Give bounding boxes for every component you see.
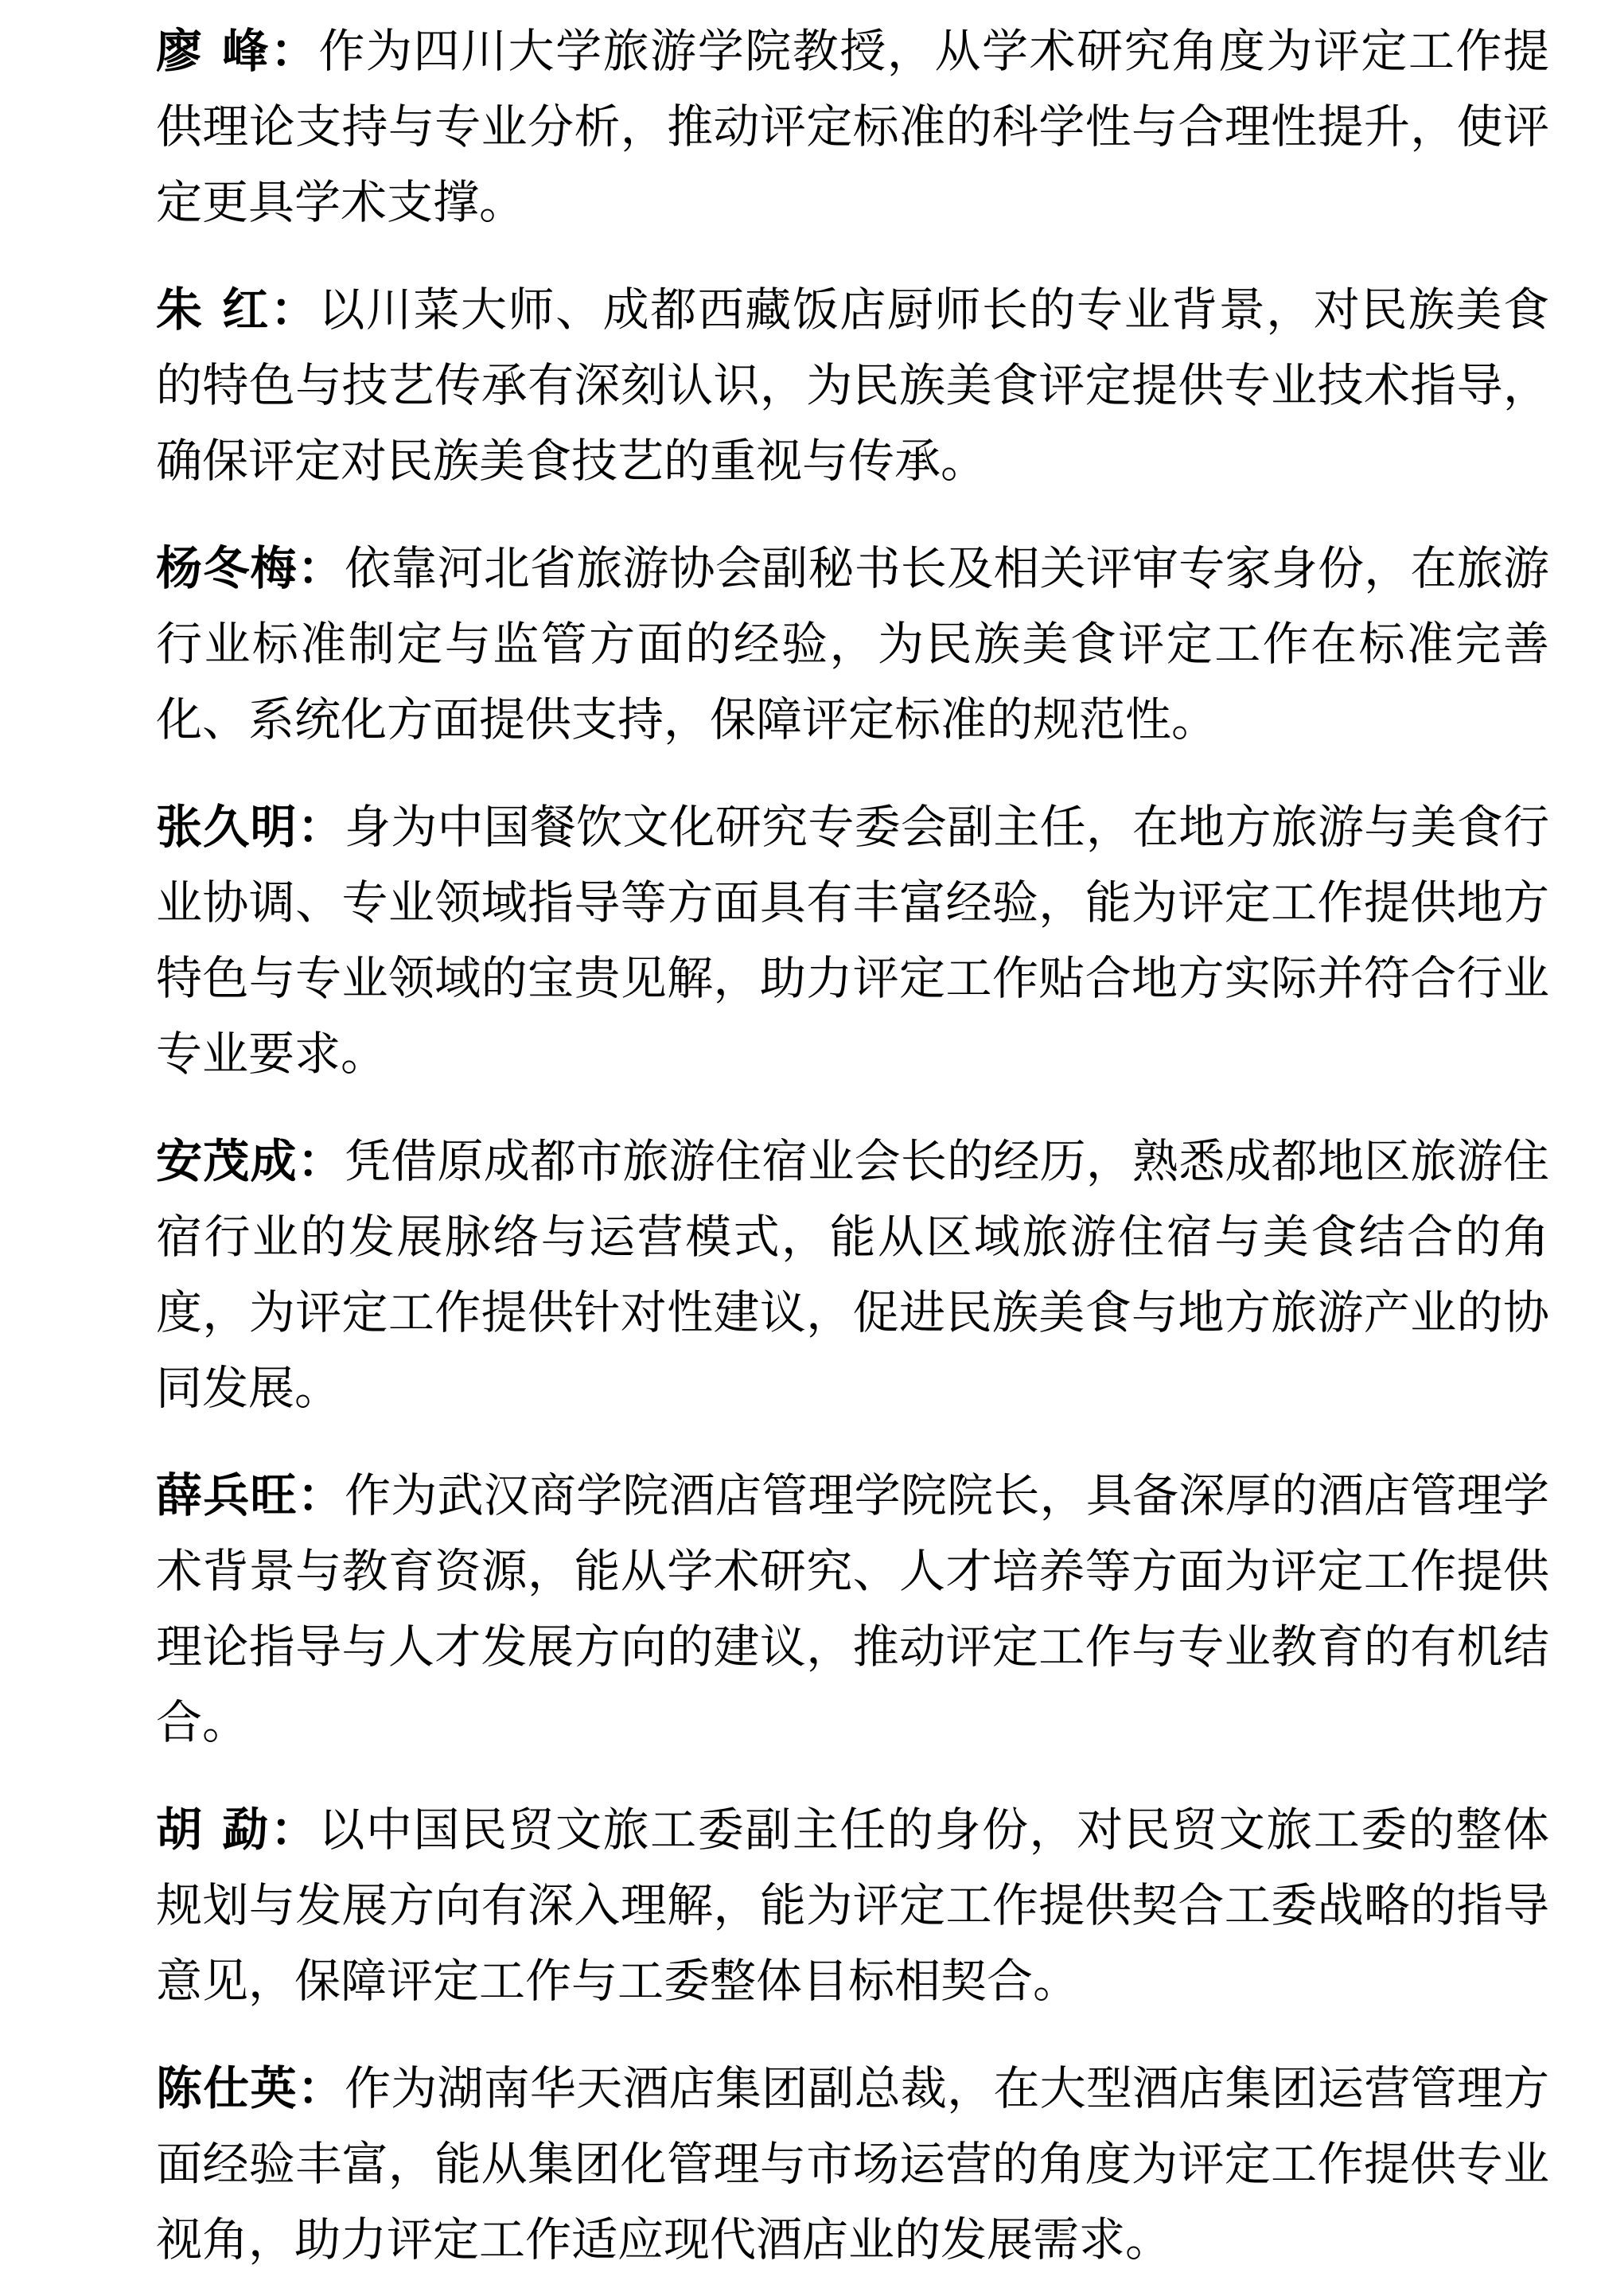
expert-paragraph-humeng [156,1792,1549,2019]
expert-paragraph-yangdongmei [156,531,1549,758]
expert-paragraph-zhangjiuming [156,789,1549,1092]
expert-name-zhuhong: 朱 红： [156,283,319,337]
expert-description-zhuhong: 以川菜大师、成都西藏饭店厨师长的专业背景，对民族美食的特色与技艺传承有深刻认识，为民族美食评定提供专业技术指导，确保评定对民族美食技艺的重视与传承。 [156,283,1549,488]
expert-description-anmaocheng: 凭借原成都市旅游住宿业会长的经历，熟悉成都地区旅游住宿行业的发展脉络与运营模式，能从区域旅游住宿与美食结合的角度，为评定工作提供针对性建议，促进民族美食与地方旅游产业的协同发展。 [156,1134,1549,1415]
expert-description-yangdongmei: 依靠河北省旅游协会副秘书长及相关评审专家身份，在旅游行业标准制定与监管方面的经验，为民族美食评定工作在标准完善化、系统化方面提供支持，保障评定标准的规范性。 [156,541,1549,746]
expert-name-anmaocheng: 安茂成： [156,1134,345,1188]
expert-description-xuebingwang: 作为武汉商学院酒店管理学院院长，具备深厚的酒店管理学术背景与教育资源，能从学术研究、人才培养等方面为评定工作提供理论指导与人才发展方向的建议，推动评定工作与专业教育的有机结合。 [156,1468,1549,1749]
expert-description-chenshiying: 作为湖南华天酒店集团副总裁，在大型酒店集团运营管理方面经验丰富，能从集团化管理与市场运营的角度为评定工作提供专业视角，助力评定工作适应现代酒店业的发展需求。 [156,2061,1549,2267]
expert-paragraph-xuebingwang [156,1458,1549,1760]
expert-name-liaofeng: 廖 峰： [156,24,319,78]
expert-name-humeng: 胡 勐： [156,1803,319,1857]
expert-name-xuebingwang: 薛兵旺： [156,1468,345,1522]
expert-paragraph-chenshiying [156,2051,1549,2278]
expert-name-zhangjiuming: 张久明： [156,800,345,854]
expert-paragraph-liaofeng [156,14,1549,240]
expert-paragraph-zhuhong [156,272,1549,499]
expert-paragraph-anmaocheng [156,1124,1549,1426]
expert-description-zhangjiuming: 身为中国餐饮文化研究专委会副主任，在地方旅游与美食行业协调、专业领域指导等方面具有丰富经验，能为评定工作提供地方特色与专业领域的宝贵见解，助力评定工作贴合地方实际并符合行业专业要求。 [156,800,1549,1081]
expert-description-humeng: 以中国民贸文旅工委副主任的身份，对民贸文旅工委的整体规划与发展方向有深入理解，能为评定工作提供契合工委战略的指导意见，保障评定工作与工委整体目标相契合。 [156,1803,1549,2008]
expert-name-yangdongmei: 杨冬梅： [156,541,345,595]
expert-name-chenshiying: 陈仕英： [156,2061,345,2115]
expert-description-liaofeng: 作为四川大学旅游学院教授，从学术研究角度为评定工作提供理论支持与专业分析，推动评定标准的科学性与合理性提升，使评定更具学术支撑。 [156,24,1549,229]
